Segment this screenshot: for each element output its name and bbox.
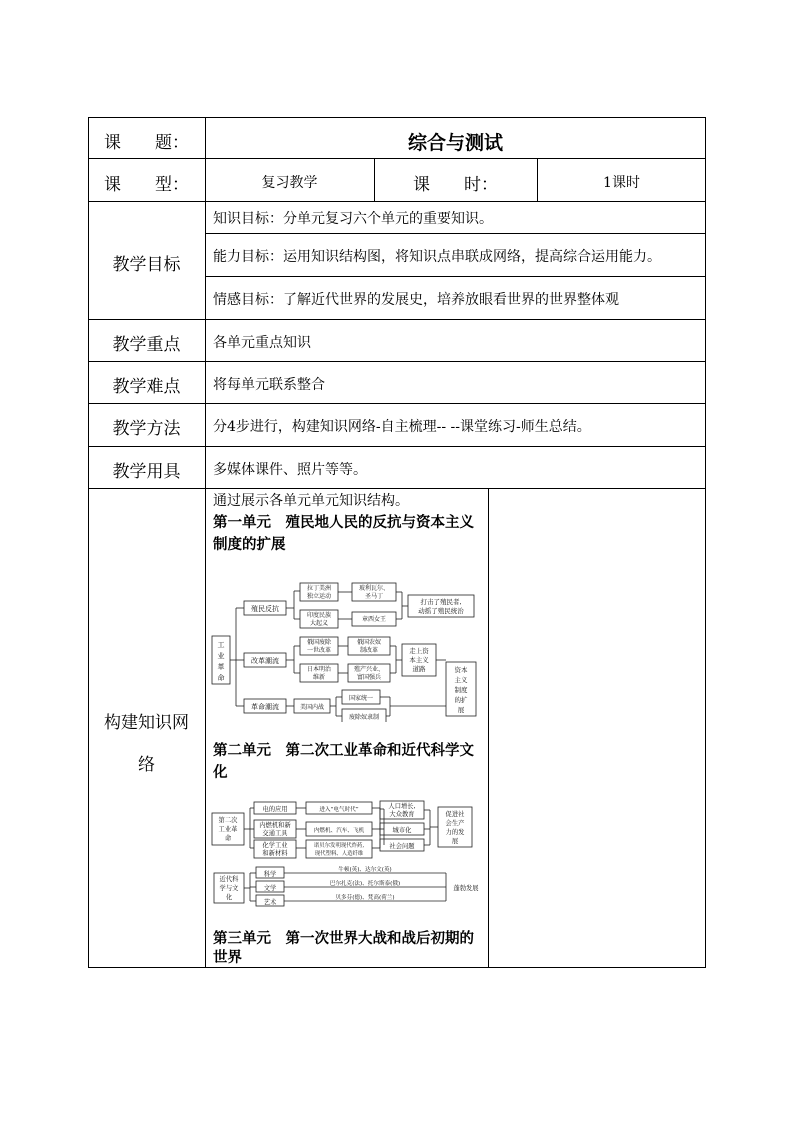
d2-root2-1: 近代科 xyxy=(219,876,239,883)
d1-b2b-1: 日本明治 xyxy=(306,666,332,673)
type-label: 课 型： xyxy=(104,175,189,195)
row-divider xyxy=(88,319,706,320)
d2-e2-2: 交通工具 xyxy=(262,830,288,837)
d1-b2a-r-2: 制改革 xyxy=(359,647,379,654)
methods-label: 教学方法 xyxy=(112,419,181,439)
d2-s3: 艺术 xyxy=(263,899,277,906)
row-divider xyxy=(88,488,706,489)
d1-b1-result-2: 动摇了殖民统治 xyxy=(418,607,464,615)
key-points-label: 教学重点 xyxy=(112,335,181,355)
goal-emotion: 情感目标：了解近代世界的发展史，培养放眼看世界的世界整体观 xyxy=(213,292,619,308)
d1-b2a-r-1: 俄国农奴 xyxy=(356,639,382,646)
d1-b2b-2: 维新 xyxy=(312,674,326,681)
d2-result-3: 力的发 xyxy=(445,829,465,836)
d1-b2-result-3: 道路 xyxy=(412,665,426,673)
d2-root-2: 工业革 xyxy=(218,826,238,833)
d1-root-3: 革 xyxy=(217,663,225,671)
d2-i1-1: 人口增长, xyxy=(388,803,416,810)
d1-b1a-people-1: 玻利瓦尔、 xyxy=(358,585,390,592)
unit3-title-line1: 第三单元 第一次世界大战和战后初期的 xyxy=(213,930,474,947)
topic-value: 综合与测试 xyxy=(407,132,503,154)
d1-final-4: 的扩 xyxy=(454,696,468,704)
d1-b1b-people: 章西女王 xyxy=(361,616,387,623)
d2-e2-1: 内燃机和新 xyxy=(259,822,291,829)
d1-b3a-r2: 废除奴隶制 xyxy=(348,714,380,721)
methods-value: 分4步进行，构建知识网络-自主梳理-- --课堂练习-师生总结。 xyxy=(213,419,591,435)
type-value: 复习教学 xyxy=(261,175,318,191)
d2-e2r: 内燃机、汽车、飞机 xyxy=(313,828,365,834)
d1-b3: 革命潮流 xyxy=(251,703,279,711)
row-divider xyxy=(88,158,706,159)
unit2-structure-diagram xyxy=(210,797,482,911)
d1-b2-result-2: 本主义 xyxy=(409,656,429,664)
d1-final-1: 资本 xyxy=(454,666,468,674)
d1-b2b-r-2: 富国强兵 xyxy=(356,674,382,681)
d1-b2a-1: 俄国废除 xyxy=(306,639,332,646)
d1-b1: 殖民反抗 xyxy=(251,605,279,613)
row-divider xyxy=(205,276,706,277)
row-divider xyxy=(88,446,706,447)
d2-s3r: 贝多芬(德)、梵高(荷兰) xyxy=(335,895,395,901)
d1-b2a-2: 一世改革 xyxy=(306,647,332,654)
unit1-structure-diagram xyxy=(210,576,480,722)
d2-e1r: 进入“电气时代” xyxy=(319,807,359,813)
goal-knowledge: 知识目标：分单元复习六个单元的重要知识。 xyxy=(213,211,493,227)
d1-b1b-2: 大起义 xyxy=(309,620,329,627)
d1-root-1: 工 xyxy=(217,641,225,649)
d2-result-2: 会生产 xyxy=(445,820,465,827)
unit1-title-line1: 第一单元 殖民地人民的反抗与资本主义 xyxy=(213,514,474,531)
unit2-title-line2: 化 xyxy=(213,764,228,781)
d2-s1: 科学 xyxy=(263,871,277,878)
d2-s2: 文学 xyxy=(263,885,277,892)
d1-final-3: 制度 xyxy=(454,686,468,694)
d2-i3: 社会问题 xyxy=(389,843,415,850)
row-divider xyxy=(205,233,706,234)
d2-s2r: 巴尔扎克(法)、托尔斯泰(俄) xyxy=(329,881,401,887)
unit3-title-line2: 世界 xyxy=(213,949,242,966)
difficulties-label: 教学难点 xyxy=(112,377,181,397)
d1-b1-result-1: 打击了殖民者, xyxy=(420,598,462,606)
d1-b1a-2: 独立运动 xyxy=(306,593,332,600)
d1-final-2: 主义 xyxy=(454,676,468,684)
topic-label: 课 题： xyxy=(104,133,189,153)
tools-value: 多媒体课件、照片等等。 xyxy=(213,462,367,478)
d2-e3r-2: 现代塑料、人造纤维 xyxy=(314,851,364,857)
d2-root-1: 第二次 xyxy=(218,817,238,824)
d1-b1b-1: 印度民族 xyxy=(306,612,332,619)
unit2-title-line1: 第二单元 第二次工业革命和近代科学文 xyxy=(213,742,474,759)
d2-e3-1: 化学工业 xyxy=(262,842,288,849)
d1-b2-result-1: 走上资 xyxy=(409,647,429,655)
d2-e1: 电的应用 xyxy=(262,806,288,813)
network-label-line2: 络 xyxy=(138,755,155,775)
goal-ability: 能力目标：运用知识结构图，将知识点串联成网络，提高综合运用能力。 xyxy=(213,249,661,265)
network-label-line1: 构建知识网 xyxy=(104,713,189,733)
d1-b3a: 美国内战 xyxy=(299,704,325,711)
row-divider xyxy=(88,361,706,362)
d1-b2: 改革潮流 xyxy=(251,657,279,665)
network-intro: 通过展示各单元单元知识结构。 xyxy=(213,493,409,509)
key-points-value: 各单元重点知识 xyxy=(213,335,311,351)
d1-final-5: 展 xyxy=(457,706,465,714)
tools-label: 教学用具 xyxy=(112,462,181,482)
d2-s-result: 蓬勃发展 xyxy=(453,885,479,892)
d1-root-4: 命 xyxy=(217,674,225,682)
d1-b1a-people-2: 圣马丁 xyxy=(364,593,384,600)
d1-b2b-r-1: 殖产兴业、 xyxy=(353,666,385,673)
d2-result-4: 展 xyxy=(451,838,459,845)
goals-label: 教学目标 xyxy=(112,255,181,275)
unit1-title-line2: 制度的扩展 xyxy=(213,536,286,553)
d2-e3-2: 和新材料 xyxy=(262,850,288,857)
col-divider xyxy=(488,488,489,968)
d2-root-3: 命 xyxy=(224,835,232,842)
d1-root-2: 业 xyxy=(217,652,225,660)
d2-root2-3: 化 xyxy=(225,894,233,901)
row-divider xyxy=(88,201,706,202)
difficulties-value: 将每单元联系整合 xyxy=(213,377,325,393)
d1-b1a-1: 拉丁美洲 xyxy=(306,585,332,592)
d2-root2-2: 学与文 xyxy=(219,885,239,892)
d2-i2: 城市化 xyxy=(392,827,412,834)
d2-e3r-1: 诺贝尔发明现代炸药, xyxy=(313,843,365,849)
hours-label: 课 时： xyxy=(413,175,498,195)
d2-i1-2: 大众教育 xyxy=(389,811,415,818)
hours-value: 1课时 xyxy=(603,175,640,191)
d2-result-1: 促进社 xyxy=(445,811,465,818)
d2-s1r: 牛顿(英)、达尔文(英) xyxy=(338,867,392,873)
d1-b3a-r1: 国家统一 xyxy=(348,695,374,702)
row-divider xyxy=(88,403,706,404)
col-divider xyxy=(205,117,206,968)
